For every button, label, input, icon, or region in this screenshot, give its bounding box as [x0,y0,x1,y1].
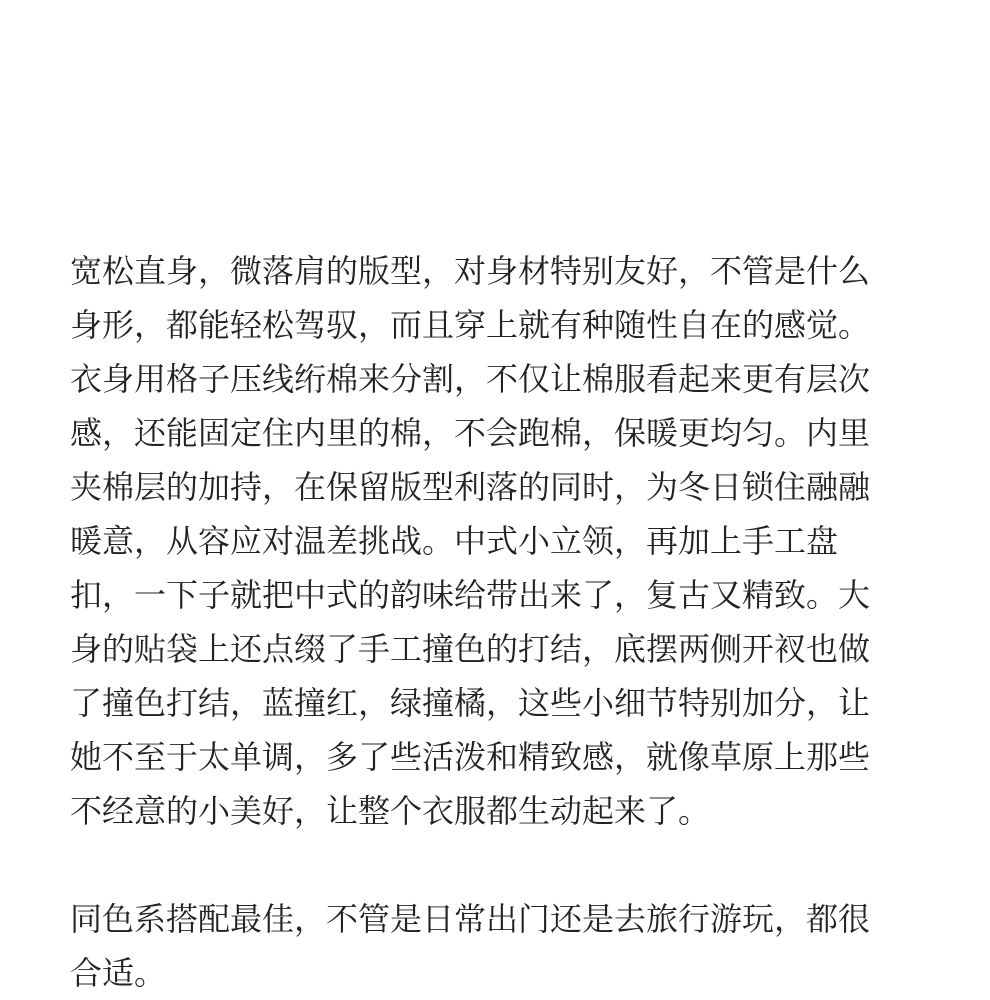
text-line: 衣身用格子压线绗棉来分割，不仅让棉服看起来更有层次 [70,360,871,398]
text-line: 扣，一下子就把中式的韵味给带出来了，复古又精致。大 [70,576,871,614]
text-line: 她不至于太单调，多了些活泼和精致感，就像草原上那些 [70,738,871,776]
paragraph-gap [70,838,920,892]
text-line: 感，还能固定住内里的棉，不会跑棉，保暖更均匀。内里 [70,414,871,452]
text-line: 夹棉层的加持，在保留版型利落的同时，为冬日锁住融融 [70,468,871,506]
text-line: 宽松直身，微落肩的版型，对身材特别友好，不管是什么 [70,252,871,290]
text-line: 不经意的小美好，让整个衣服都生动起来了。 [70,792,711,830]
paragraph-1 [70,244,920,838]
paragraph-2 [70,892,920,1000]
article-body [70,244,920,1000]
text-line: 身的贴袋上还点缀了手工撞色的打结，底摆两侧开衩也做 [70,630,871,668]
text-line: 暖意，从容应对温差挑战。中式小立领，再加上手工盘 [70,522,839,560]
text-line: 同色系搭配最佳，不管是日常出门还是去旅行游玩，都很 [70,900,871,938]
text-line: 合适。 [70,954,167,992]
text-line: 身形，都能轻松驾驭，而且穿上就有种随性自在的感觉。 [70,306,871,344]
text-line: 了撞色打结，蓝撞红，绿撞橘，这些小细节特别加分，让 [70,684,871,722]
